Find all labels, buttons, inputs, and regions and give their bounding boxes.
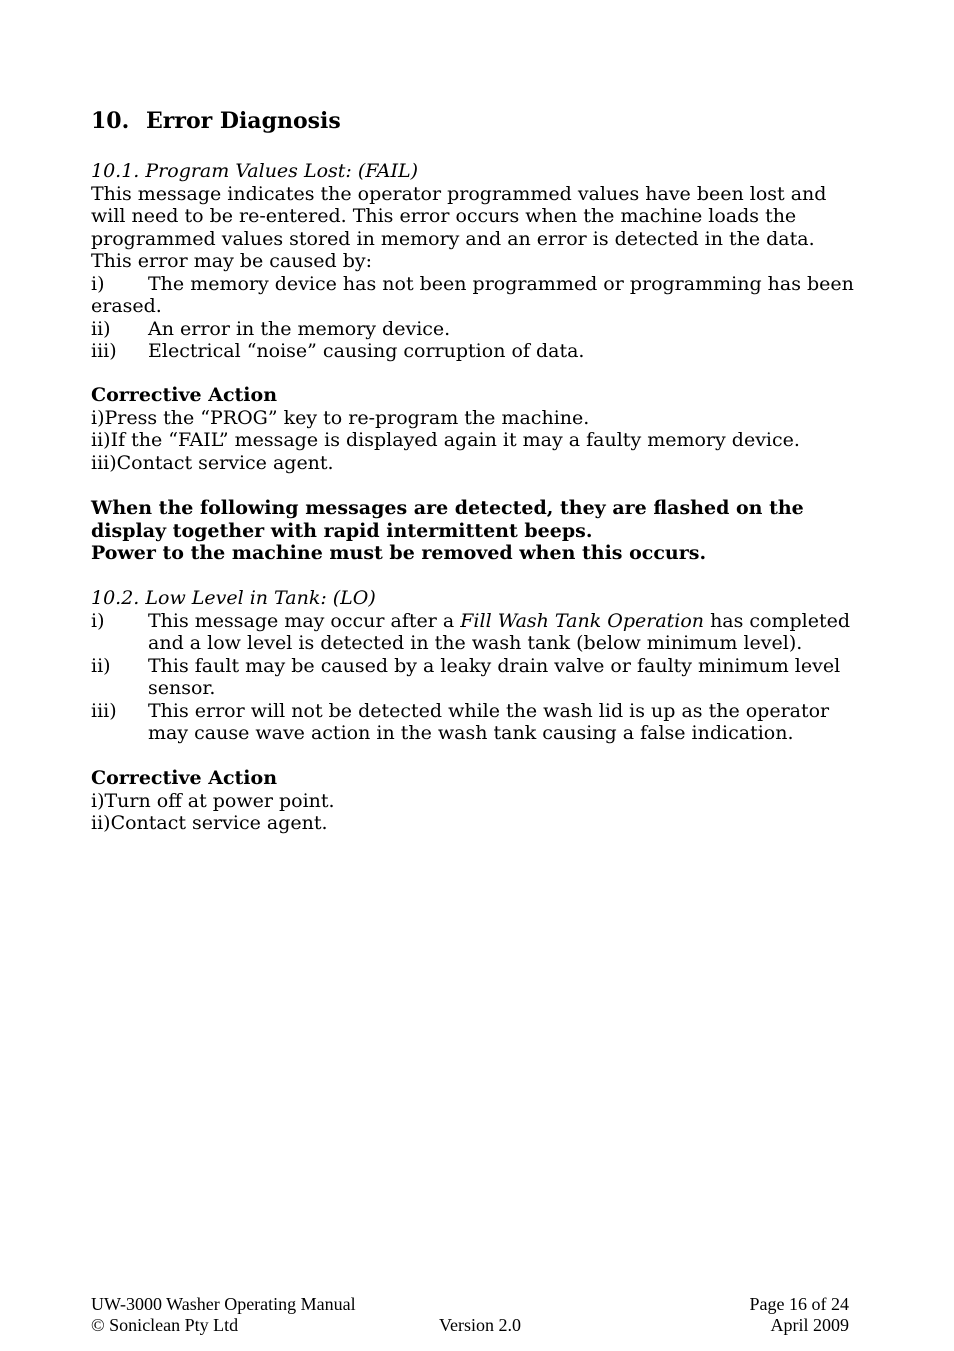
- list-text: This fault may be caused by a leaky drain valve or faulty minimum level: [148, 654, 841, 677]
- paragraph-line: will need to be re-entered. This error occurs when the machine loads the: [91, 205, 797, 227]
- list-item: [91, 700, 871, 723]
- corrective-action-2: [91, 767, 871, 835]
- warning-note: [91, 497, 871, 565]
- corrective-step: ii)If the “FAIL” message is displayed again it may a faulty memory device.: [91, 429, 800, 451]
- list-item: [91, 610, 871, 633]
- list-item: [91, 655, 871, 678]
- list-label: ii): [91, 317, 111, 340]
- list-label: iii): [91, 699, 117, 722]
- subsection-heading: 10.1. Program Values Lost: (FAIL): [91, 160, 419, 182]
- list-text-part: has completed: [704, 609, 851, 632]
- corrective-step: ii)Contact service agent.: [91, 812, 328, 834]
- section-heading: [91, 110, 341, 133]
- page-footer: [91, 1294, 849, 1336]
- footer-manual-title: UW-3000 Washer Operating Manual: [91, 1294, 356, 1314]
- footer-date: April 2009: [770, 1315, 849, 1335]
- list-text: may cause wave action in the wash tank causing a false indication.: [148, 722, 794, 744]
- section-number: 10.: [91, 108, 130, 134]
- warning-line: When the following messages are detected, they are flashed on the: [91, 497, 804, 519]
- corrective-step: i)Press the “PROG” key to re-program the machine.: [91, 406, 590, 429]
- paragraph-line: This error may be caused by:: [91, 250, 373, 272]
- corrective-title: Corrective Action: [91, 767, 278, 789]
- footer-copyright: © Soniclean Pty Ltd: [91, 1315, 239, 1335]
- list-text: Electrical “noise” causing corruption of data.: [148, 340, 585, 362]
- list-text: [148, 610, 850, 633]
- list-text: This error will not be detected while the wash lid is up as the operator: [148, 699, 830, 722]
- warning-line: Power to the machine must be removed when this occurs.: [91, 542, 707, 564]
- list-text-part: This message may occur after a: [148, 609, 461, 632]
- operation-name: Fill Wash Tank Operation: [460, 609, 705, 632]
- list-text: sensor.: [148, 677, 216, 699]
- list-item: [91, 273, 871, 296]
- warning-line: display together with rapid intermittent beeps.: [91, 519, 593, 542]
- footer-page-number: Page 16 of 24: [749, 1294, 849, 1314]
- paragraph-line: programmed values stored in memory and an error is detected in the data.: [91, 227, 815, 250]
- subsection-10-2: [91, 587, 871, 745]
- paragraph-line: This message indicates the operator programmed values have been lost and: [91, 182, 827, 205]
- subsection-heading: 10.2. Low Level in Tank: (LO): [91, 587, 376, 609]
- list-text: An error in the memory device.: [148, 317, 451, 340]
- list-item-continuation: [91, 722, 871, 745]
- list-text: and a low level is detected in the wash tank (below minimum level).: [148, 632, 803, 654]
- footer-version: Version 2.0: [439, 1315, 521, 1335]
- list-item: [91, 340, 871, 363]
- corrective-action-1: [91, 384, 871, 474]
- list-label: ii): [91, 654, 111, 677]
- corrective-step: iii)Contact service agent.: [91, 451, 334, 474]
- subsection-10-1: [91, 160, 871, 363]
- corrective-step: i)Turn off at power point.: [91, 789, 335, 812]
- list-label: i): [91, 609, 105, 632]
- list-label: i): [91, 272, 105, 295]
- section-title: Error Diagnosis: [146, 108, 341, 134]
- list-text: The memory device has not been programmed or programming has been: [148, 272, 854, 295]
- list-label: iii): [91, 340, 117, 362]
- list-continuation: erased.: [91, 295, 162, 317]
- list-item-continuation: [91, 632, 871, 655]
- list-item: [91, 318, 871, 341]
- list-item-continuation: [91, 677, 871, 700]
- corrective-title: Corrective Action: [91, 384, 278, 406]
